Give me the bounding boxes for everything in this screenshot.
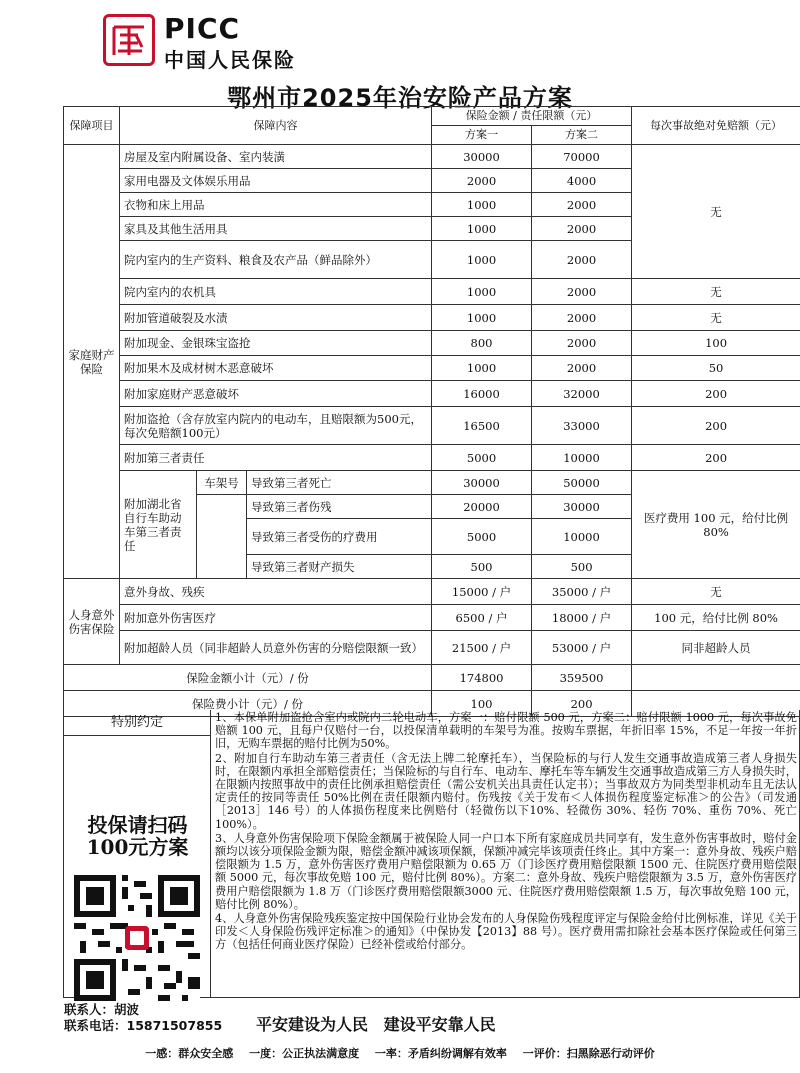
- row-content: 院内室内的生产资料、粮食及农产品（鲜品除外）: [120, 241, 432, 279]
- row-plan1: 1000: [432, 217, 532, 241]
- header: [0, 0, 800, 78]
- subtotal-premium-plan1: 100: [432, 691, 532, 717]
- term-item: 4、人身意外伤害保险残疾鉴定按中国保险行业协会发布的人身保险伤残程度评定与保险金给付比例标准，详见《关于印发＜人身保险伤残评定标准＞的通知》（中保协发【2013】88 号）。医疗费用需扣除社会基本医疗保险或任何第三方（包括任何商业医疗保险）已经补偿或给付部分。: [215, 912, 797, 952]
- row-plan1: 15000 / 户: [432, 579, 532, 605]
- row-plan1: 1000: [432, 305, 532, 331]
- row-deductible: 无: [632, 579, 800, 605]
- row-plan2: 10000: [532, 445, 632, 471]
- table-row: [64, 471, 800, 495]
- table-row: [64, 407, 800, 445]
- table-row: [64, 331, 800, 356]
- footer-item: 一率：矛盾纠纷调解有效率: [374, 1047, 507, 1060]
- special-terms-label: 特别约定: [64, 710, 211, 736]
- row-deductible: 同非超龄人员: [632, 631, 800, 665]
- row-deductible: 无: [632, 305, 800, 331]
- qr-code-icon[interactable]: [74, 875, 200, 1001]
- row-plan1: 30000: [432, 471, 532, 495]
- term-item: 3、人身意外伤害保险项下保险金额属于被保险人同一户口本下所有家庭成员共同享有，发生意外伤害事故时，赔付金额均以该分项保险金额为限，赔偿金额冲减该项保额，保额冲减完毕该项责任终止。其中方案一：意外身故、残疾户赔偿限额为 1.5 万，意外伤害医疗费用户赔偿限额为 0.65 万（门诊医疗费用赔偿限额 1500 元、住院医疗费用赔偿限额 5000 元，每次事故免赔 100 元，赔付比例 80%）。方案二：意外身故、残疾户赔偿限额为 3.5 万，意外伤害医疗费用户赔偿限额为 1.8 万（门诊医疗费用赔偿限额3000 元、住院医疗费用赔偿限额 1.5 万，每次事故免赔 100 元，赔付比例 80%）。: [215, 831, 797, 911]
- table-row: [64, 145, 800, 169]
- row-content: 意外身故、残疾: [120, 579, 432, 605]
- row-plan2: 53000 / 户: [532, 631, 632, 665]
- row-plan2: 2000: [532, 217, 632, 241]
- table-row: [64, 279, 800, 305]
- footer-item: 一感：群众安全感: [145, 1047, 234, 1060]
- row-content: 导致第三者死亡: [247, 471, 432, 495]
- row-deductible: 200: [632, 381, 800, 407]
- table-row: [64, 579, 800, 605]
- subtotal-premium-label: 保险费小计（元）/ 份: [64, 691, 432, 717]
- row-deductible: 无: [632, 145, 800, 279]
- row-deductible: 100 元，给付比例 80%: [632, 605, 800, 631]
- row-plan2: 50000: [532, 471, 632, 495]
- row-plan1: 1000: [432, 356, 532, 381]
- scan-caption-line1: 投保请扫码: [87, 813, 188, 837]
- row-plan2: 30000: [532, 495, 632, 519]
- scan-caption-line2: 100元方案: [86, 835, 189, 859]
- table-row: [64, 631, 800, 665]
- footer-evaluation: [0, 1045, 800, 1061]
- table-row: [64, 305, 800, 331]
- bike-liability-label: 附加湖北省自行车助动车第三者责任: [120, 471, 197, 579]
- row-plan2: 2000: [532, 356, 632, 381]
- brand-name-cn: 中国人民保险: [164, 48, 296, 72]
- header-deductible: 每次事故绝对免赔额（元）: [632, 107, 800, 145]
- category-home: 家庭财产保险: [64, 145, 120, 579]
- row-content: 家用电器及文体娱乐用品: [120, 169, 432, 193]
- row-deductible: 200: [632, 407, 800, 445]
- term-item: 1、本保单附加盗抢含室内或院内二轮电动车，方案一：赔付限额 500 元，方案二：赔付限额 1000 元，每次事故免赔额 100 元，且每户仅赔付一台，以投保清单载明的车架号为准。按购车票据，年折旧率 15%，不足一年按一年折旧，无购车票据的赔付比例为50%。: [215, 711, 797, 751]
- bike-frame-label: 车架号: [197, 471, 247, 495]
- row-content: 导致第三者受伤的疗费用: [247, 519, 432, 555]
- row-plan1: 1000: [432, 193, 532, 217]
- table-row: [64, 356, 800, 381]
- row-plan2: 18000 / 户: [532, 605, 632, 631]
- row-deductible: 医疗费用 100 元，给付比例 80%: [632, 471, 800, 579]
- row-plan2: 10000: [532, 519, 632, 555]
- row-plan2: 2000: [532, 305, 632, 331]
- row-content: 附加意外伤害医疗: [120, 605, 432, 631]
- term-item: 2、附加自行车助动车第三者责任（含无法上牌二轮摩托车），当保险标的与行人发生交通事故造成第三者人身损失时，在限额内承担全部赔偿责任；当保险标的与自行车、电动车、摩托车等车辆发生交通事故造成第三方人身损失时，在限额内按照事故中的责任比例承担赔偿责任（需公安机关出具责任认定书）；当事故双方为同类型非机动车且无法认定责任的按同等责任 50%比例在责任限额内赔付。伤残按《关于发布＜人体损伤程度鉴定标准＞的公告》（司发通［2013］146 号）的人体损伤程度来比例赔付（轻微伤以下10%、轻微伤 30%、轻伤 70%、重伤 70%、死亡 100%）。: [215, 751, 797, 831]
- row-plan2: 500: [532, 555, 632, 579]
- row-plan2: 32000: [532, 381, 632, 407]
- row-plan2: 2000: [532, 193, 632, 217]
- row-plan1: 1000: [432, 279, 532, 305]
- row-plan2: 35000 / 户: [532, 579, 632, 605]
- table-row: [64, 605, 800, 631]
- row-plan1: 500: [432, 555, 532, 579]
- row-content: 衣物和床上用品: [120, 193, 432, 217]
- blank-cell: [632, 665, 800, 691]
- plan-table: [63, 106, 800, 717]
- subtotal-amount-label: 保险金额小计（元）/ 份: [64, 665, 432, 691]
- special-terms-section: [63, 710, 800, 998]
- row-plan1: 2000: [432, 169, 532, 193]
- slogan: 平安建设为人民 建设平安靠人民: [256, 1015, 496, 1034]
- contact-phone: 联系电话：15871507855: [64, 1018, 223, 1033]
- row-deductible: 无: [632, 279, 800, 305]
- row-content: 房屋及室内附属设备、室内装潢: [120, 145, 432, 169]
- picc-logo-icon: [103, 14, 155, 66]
- row-plan1: 16000: [432, 381, 532, 407]
- row-content: 导致第三者财产损失: [247, 555, 432, 579]
- row-plan2: 70000: [532, 145, 632, 169]
- row-content: 附加果木及成材树木恶意破坏: [120, 356, 432, 381]
- row-deductible: 100: [632, 331, 800, 356]
- row-plan2: 2000: [532, 331, 632, 356]
- contact-info: [64, 1002, 222, 1034]
- row-content: 附加超龄人员（同非超龄人员意外伤害的分赔偿限额一致）: [120, 631, 432, 665]
- table-row: [64, 381, 800, 407]
- row-plan1: 5000: [432, 445, 532, 471]
- scan-caption: [64, 814, 211, 858]
- row-content: 院内室内的农机具: [120, 279, 432, 305]
- subtotal-amount-plan2: 359500: [532, 665, 632, 691]
- row-plan1: 800: [432, 331, 532, 356]
- subtotal-premium-plan2: 200: [532, 691, 632, 717]
- row-plan2: 4000: [532, 169, 632, 193]
- category-person: 人身意外伤害保险: [64, 579, 120, 665]
- contact-person: 联系人：胡波: [64, 1002, 140, 1017]
- row-plan2: 2000: [532, 279, 632, 305]
- row-plan1: 30000: [432, 145, 532, 169]
- row-content: 家具及其他生活用具: [120, 217, 432, 241]
- row-content: 附加现金、金银珠宝盗抢: [120, 331, 432, 356]
- row-content: 导致第三者伤残: [247, 495, 432, 519]
- header-item: 保障项目: [64, 107, 120, 145]
- row-plan1: 1000: [432, 241, 532, 279]
- footer-item: 一度：公正执法满意度: [249, 1047, 360, 1060]
- header-content: 保障内容: [120, 107, 432, 145]
- row-deductible: 50: [632, 356, 800, 381]
- subtotal-amount-plan1: 174800: [432, 665, 532, 691]
- row-deductible: 200: [632, 445, 800, 471]
- header-plan2: 方案二: [532, 126, 632, 145]
- brand-name-en: PICC: [164, 12, 241, 45]
- row-content: 附加家庭财产恶意破坏: [120, 381, 432, 407]
- row-plan1: 16500: [432, 407, 532, 445]
- row-content: 附加第三者责任: [120, 445, 432, 471]
- row-plan2: 2000: [532, 241, 632, 279]
- page-title: 鄂州市2025年治安险产品方案: [227, 84, 573, 112]
- row-plan1: 5000: [432, 519, 532, 555]
- header-plan1: 方案一: [432, 126, 532, 145]
- special-terms-text: [215, 711, 797, 953]
- table-row: [64, 665, 800, 691]
- row-plan2: 33000: [532, 407, 632, 445]
- bike-frame-blank: [197, 495, 247, 579]
- row-content: 附加盗抢（含存放室内院内的电动车，且赔限额为500元，每次免赔额100元）: [120, 407, 432, 445]
- footer-item: 一评价：扫黑除恶行动评价: [522, 1047, 655, 1060]
- row-plan1: 21500 / 户: [432, 631, 532, 665]
- row-plan1: 6500 / 户: [432, 605, 532, 631]
- header-amount: 保险金额 / 责任限额（元）: [432, 107, 632, 126]
- row-plan1: 20000: [432, 495, 532, 519]
- row-content: 附加管道破裂及水渍: [120, 305, 432, 331]
- table-row: [64, 445, 800, 471]
